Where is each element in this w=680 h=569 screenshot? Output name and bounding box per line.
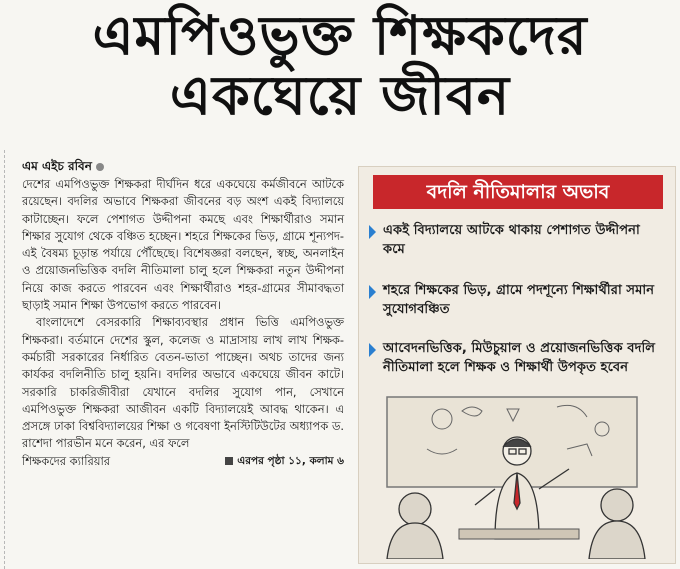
continued-reference[interactable] xyxy=(225,453,344,470)
article-paragraph-2: বাংলাদেশে বেসরকারি শিক্ষাব্যবস্থার প্রধান ভিত্তি এমপিওভুক্ত শিক্ষকরা। বর্তমানে দেশের স্কুল, কলেজ ও মাদ্রাসায় লাখ লাখ শিক্ষক-কর্মচারী সরকারের নির্ধারিত বেতন-ভাতা পাচ্ছেন। অথচ তাদের জন্য কার্যকর বদলিনীতি চালু হয়নি। বদলির অভাবে একঘেয়ে জীবন কাটে। সরকারি চাকরিজীবীরা যেখানে বদলির সুযোগ পান, সেখানে এমপিওভুক্ত শিক্ষকরা আজীবন একটি বিদ্যালয়েই আবদ্ধ থাকেন। এ প্রসঙ্গে ঢাকা বিশ্ববিদ্যালয়ের শিক্ষা ও গবেষণা ইনস্টিটিউটের অধ্যাপক ড. রাশেদা পারভীন মনে করেন, এর ফলে xyxy=(22,315,344,451)
triangle-bullet-icon xyxy=(369,285,376,299)
sidebar-point-text: একই বিদ্যালয়ে আটকে থাকায় পেশাগত উদ্দীপনা কমে xyxy=(383,223,640,257)
article-paragraph-1: দেশের এমপিওভুক্ত শিক্ষকরা দীর্ঘদিন ধরে একঘেয়ে কর্মজীবনে আটকে রয়েছেন। বদলির অভাবে শিক্ষকরা জীবনের বড় অংশ একই বিদ্যালয়ে কাটাচ্ছেন। ফলে পেশাগত উদ্দীপনা কমছে এবং শিক্ষার্থীরাও সমান শিক্ষার সুযোগ থেকে বঞ্চিত হচ্ছেন। শহরে শিক্ষকের ভিড়, গ্রামে শূন্যপদ- এই বৈষম্য চূড়ান্ত পর্যায়ে পৌঁছেছে। বিশেষজ্ঞরা বলছেন, স্বচ্ছ, অনলাইন ও প্রয়োজনভিত্তিক বদলি নীতিমালা চালু হলে শিক্ষকরা নতুন উদ্দীপনা নিয়ে কাজ করতে পারবেন এবং শিক্ষার্থীরাও শহর-গ্রামের সীমাবদ্ধতা ছাড়াই সমান শিক্ষা উপভোগ করতে পারবেন। xyxy=(22,177,344,313)
continuation-line xyxy=(22,453,344,470)
sidebar-panel xyxy=(358,166,676,564)
article-last-line: শিক্ষকদের ক্যারিয়ার xyxy=(22,453,111,468)
sidebar-title: বদলি নীতিমালার অভাব xyxy=(373,175,663,209)
sidebar-point-3 xyxy=(369,339,665,377)
article-body xyxy=(22,176,344,470)
sidebar-point-text: আবেদনভিত্তিক, মিউচুয়াল ও প্রয়োজনভিত্তিক বদলি নীতিমালা হলে শিক্ষক ও শিক্ষার্থী উপকৃত হবেন xyxy=(383,341,656,375)
sidebar-point-1 xyxy=(369,221,665,259)
byline xyxy=(22,158,104,178)
sidebar-point-2 xyxy=(369,281,665,319)
headline xyxy=(0,6,680,126)
headline-line-2: একঘেয়ে জীবন xyxy=(169,64,511,127)
byline-dot-icon xyxy=(96,163,104,171)
classroom-illustration xyxy=(367,389,667,559)
triangle-bullet-icon xyxy=(369,225,376,239)
continued-label: এরপর পৃষ্ঠা ১১, কলাম ৬ xyxy=(237,454,344,467)
square-bullet-icon xyxy=(225,457,233,465)
column-divider xyxy=(4,150,6,569)
headline-line-1: এমপিওভুক্ত শিক্ষকদের xyxy=(92,4,588,67)
author-name: এম এইচ রবিন xyxy=(22,159,92,173)
triangle-bullet-icon xyxy=(369,343,376,357)
sidebar-point-text: শহরে শিক্ষকের ভিড়, গ্রামে পদশূন্যে শিক্ষার্থীরা সমান সুযোগবঞ্চিত xyxy=(383,283,655,317)
